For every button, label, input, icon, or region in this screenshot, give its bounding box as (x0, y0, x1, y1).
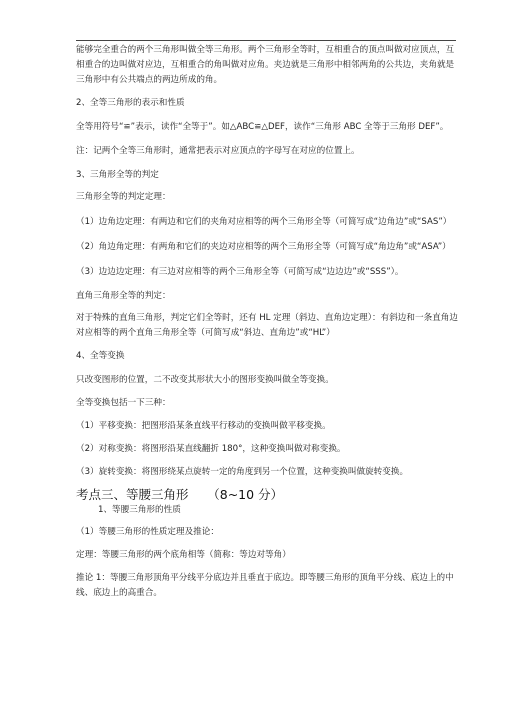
document-body (76, 43, 458, 601)
hl-theorem: 对于特殊的直角三角形，判定它们全等时，还有 HL 定理（斜边、直角边定理）：有斜边和一条直角边对应相等的两个直角三角形全等（可简写成“斜边、直角边”或“HL”） (76, 313, 458, 338)
note-paragraph: 注：记两个全等三角形时，通常把表示对应顶点的字母写在对应的位置上。 (76, 146, 360, 156)
sas-theorem: （1）边角边定理：有两边和它们的夹角对应相等的两个三角形全等（可简写成“边角边”或“SAS”） (76, 217, 452, 227)
translation-item: （1）平移变换：把图形沿某条直线平行移动的变换叫做平移变换。 (76, 421, 331, 431)
properties-intro: （1）等腰三角形的性质定理及推论： (76, 527, 219, 537)
sss-theorem: （3）边边边定理：有三边对应相等的两个三角形全等（可简写成“边边边”或“SSS”）。 (76, 267, 404, 277)
transformation-definition: 只改变图形的位置，二不改变其形状大小的图形变换叫做全等变换。 (76, 375, 334, 385)
transformation-intro: 全等变换包括一下三种： (76, 398, 171, 408)
heading-criteria: 3、三角形全等的判定 (76, 170, 159, 180)
asa-theorem: （2）角边角定理：有两角和它们的夹边对应相等的两个三角形全等（可简写成“角边角”或“ASA”） (76, 242, 451, 252)
definition-paragraph: 能够完全重合的两个三角形叫做全等三角形。两个三角形全等时，互相重合的顶点叫做对应顶点，互相重合的边叫做对应边，互相重合的角叫做对应角。夹边就是三角形中相邻两角的公共边，夹角就是三角形中有公共端点的两边所成的角。 (76, 45, 455, 85)
notation-paragraph: 全等用符号“≌”表示，读作“全等于”。如△ABC≌△DEF，读作“三角形 ABC 全等于三角形 DEF”。 (76, 122, 449, 132)
criteria-intro: 三角形全等的判定定理： (76, 192, 171, 202)
reflection-item: （2）对称变换：将图形沿某直线翻折 180°，这种变换叫做对称变换。 (76, 444, 346, 454)
heading-representation: 2、全等三角形的表示和性质 (76, 98, 185, 108)
corollary-1: 推论 1：等腰三角形顶角平分线平分底边并且垂直于底边。即等腰三角形的顶角平分线、底边上的中线、底边上的高重合。 (76, 573, 454, 598)
rotation-item: （3）旋转变换：将图形绕某点旋转一定的角度到另一个位置，这种变换叫做旋转变换。 (76, 467, 409, 477)
right-triangle-intro: 直角三角形全等的判定： (76, 291, 171, 301)
section-heading: 考点三、等腰三角形 （8~10 分） (76, 487, 284, 502)
subheading-properties: 1、等腰三角形的性质 (98, 505, 181, 515)
base-angles-theorem: 定理：等腰三角形的两个底角相等（简称：等边对等角） (76, 550, 291, 560)
header-rule (76, 40, 456, 41)
heading-transformation: 4、全等变换 (76, 351, 125, 361)
